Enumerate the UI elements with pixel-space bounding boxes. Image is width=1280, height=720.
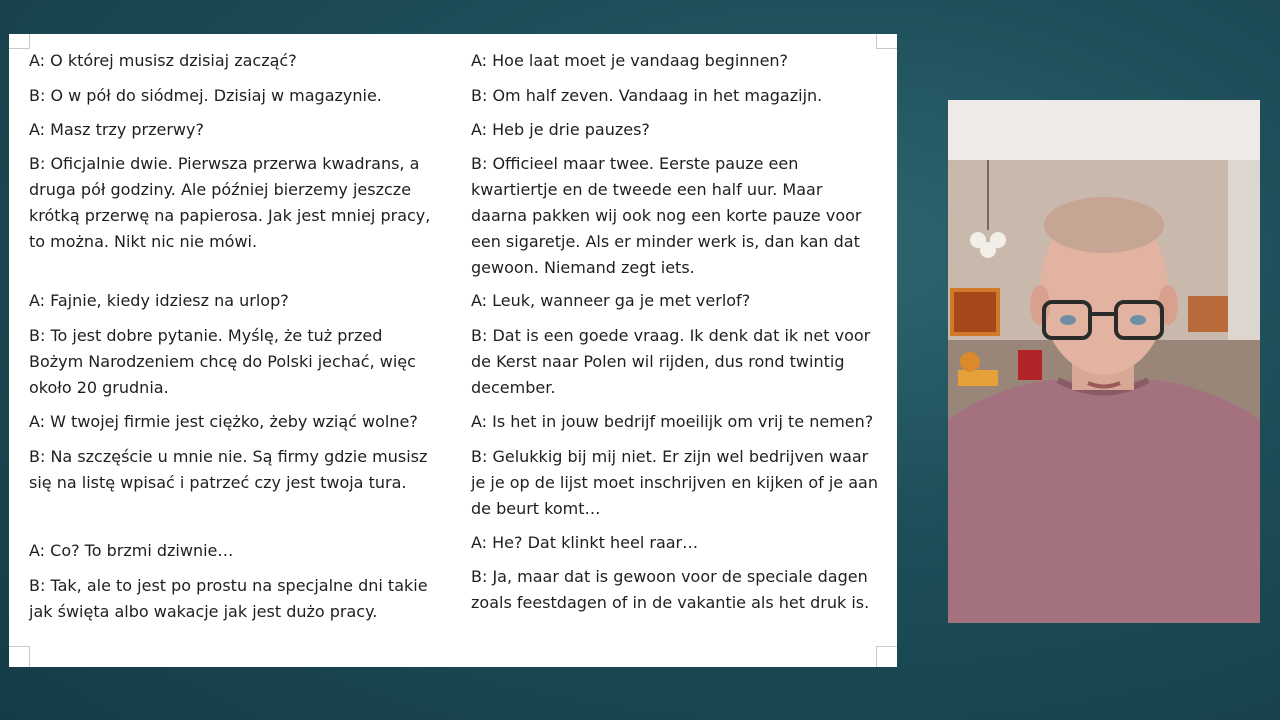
dialogue-line: A: Masz trzy przerwy?: [29, 120, 204, 139]
dialogue-line: A: Is het in jouw bedrijf moeilijk om vrij te nemen?: [471, 412, 874, 431]
dialogue-line: A: Heb je drie pauzes?: [471, 120, 650, 139]
dialogue-paragraph: B: Oficjalnie dwie. Pierwsza przerwa kwadrans, a druga pół godziny. Ale później bierzemy jeszcze krótką przerwę na papierosa. Jak jest mniej pracy, to można. Nikt nic nie mówi.: [29, 154, 431, 251]
dialogue-line: A: He? Dat klinkt heel raar…: [471, 533, 699, 552]
document-page: [9, 34, 897, 667]
dialogue-line: A: O której musisz dzisiaj zacząć?: [29, 51, 297, 70]
webcam-video: [948, 100, 1260, 623]
dialogue-line: A: Hoe laat moet je vandaag beginnen?: [471, 51, 789, 70]
presenter-video-frame: [948, 100, 1260, 623]
dialogue-line: A: Fajnie, kiedy idziesz na urlop?: [29, 291, 289, 310]
crop-mark-top-right: [876, 34, 897, 49]
dialogue-paragraph: B: Gelukkig bij mij niet. Er zijn wel bedrijven waar je je op de lijst moet inschrijven en kijken of je aan de beurt komt…: [471, 447, 878, 518]
dialogue-line: A: Co? To brzmi dziwnie…: [29, 541, 234, 560]
dialogue-line: B: Om half zeven. Vandaag in het magazijn.: [471, 86, 823, 105]
dialogue-line: B: O w pół do siódmej. Dzisiaj w magazynie.: [29, 86, 382, 105]
dialogue-paragraph: B: Dat is een goede vraag. Ik denk dat ik net voor de Kerst naar Polen wil rijden, dus rond twintig december.: [471, 326, 871, 397]
crop-mark-bottom-right: [876, 646, 897, 667]
dialogue-paragraph: B: Officieel maar twee. Eerste pauze een kwartiertje en de tweede een half uur. Maar daarna pakken wij ook nog een korte pauze voor een sigaretje. Als er minder werk is, dan kan dat gewoon. Niemand zegt iets.: [471, 154, 862, 277]
crop-mark-top-left: [9, 34, 30, 49]
dialogue-line: A: Leuk, wanneer ga je met verlof?: [471, 291, 751, 310]
dialogue-paragraph: B: Tak, ale to jest po prostu na specjalne dni takie jak święta albo wakacje jak jest dużo pracy.: [29, 576, 428, 621]
dialogue-paragraph: B: Na szczęście u mnie nie. Są firmy gdzie musisz się na listę wpisać i patrzeć czy jest twoja tura.: [29, 447, 428, 492]
dialogue-paragraph: B: Ja, maar dat is gewoon voor de speciale dagen zoals feestdagen of in de vakantie als het druk is.: [471, 567, 870, 612]
crop-mark-bottom-left: [9, 646, 30, 667]
dialogue-line: A: W twojej firmie jest ciężko, żeby wziąć wolne?: [29, 412, 418, 431]
dialogue-paragraph: B: To jest dobre pytanie. Myślę, że tuż przed Bożym Narodzeniem chcę do Polski jechać, więc około 20 grudnia.: [29, 326, 416, 397]
